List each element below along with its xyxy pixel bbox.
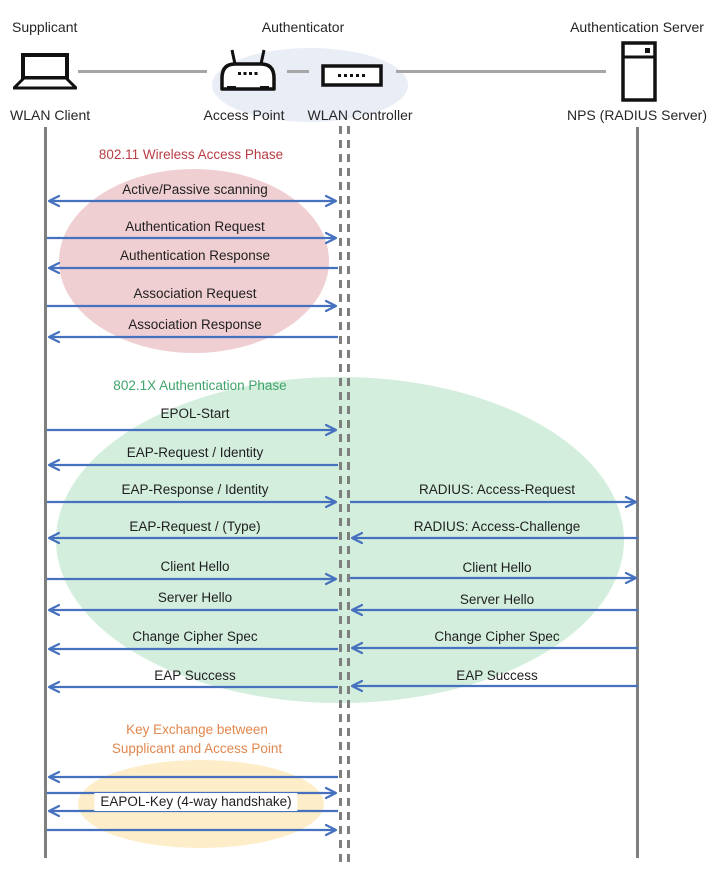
message-label: RADIUS: Access-Request [418, 482, 576, 497]
message-label: EAP-Request / (Type) [129, 519, 261, 534]
message-arrow-left [47, 770, 338, 784]
phase3-title-line1: Key Exchange between [126, 722, 268, 737]
phase1-title: 802.11 Wireless Access Phase [98, 147, 284, 162]
phase3-title-line2: Supplicant and Access Point [111, 740, 283, 756]
message-label: Client Hello [462, 560, 532, 575]
message-label: EAP Success [154, 668, 236, 683]
node-wlan-client-label: WLAN Client [10, 107, 91, 123]
node-access-point-label: Access Point [203, 107, 285, 123]
server-icon [621, 41, 657, 102]
node-nps-radius-server-label: NPS (RADIUS Server) [566, 107, 708, 123]
role-authenticator-label: Authenticator [261, 19, 345, 35]
message-label: Change Cipher Spec [132, 629, 258, 644]
node-wlan-controller-label: WLAN Controller [307, 107, 413, 123]
message-label: Authentication Response [119, 248, 271, 263]
message-label: Client Hello [160, 559, 230, 574]
wlan-controller-icon [321, 64, 383, 87]
message-label: Association Request [133, 286, 257, 301]
message-label: EAPOL-Key (4-way handshake) [94, 793, 297, 811]
wlan-controller-lifeline-left [339, 126, 342, 864]
phase3-title [112, 721, 282, 758]
connector-line-segment [287, 70, 309, 73]
message-arrow-right [47, 823, 338, 837]
phase2-title: 802.1X Authentication Phase [113, 378, 287, 393]
message-label: EAP-Response / Identity [121, 482, 269, 497]
role-supplicant-label: Supplicant [12, 19, 78, 35]
authentication-server-lifeline [636, 127, 639, 858]
message-label: Authentication Request [125, 219, 265, 234]
connector-line-segment [396, 70, 606, 73]
message-label: Server Hello [459, 592, 535, 607]
message-label: Server Hello [157, 590, 233, 605]
laptop-icon [13, 53, 77, 90]
message-label: Active/Passive scanning [122, 182, 268, 197]
message-label: RADIUS: Access-Challenge [413, 519, 581, 534]
message-label: Association Response [128, 317, 262, 332]
message-arrow-right [47, 423, 338, 437]
message-label: EAP Success [456, 668, 538, 683]
access-point-icon [219, 49, 277, 92]
message-label: EPOL-Start [160, 406, 230, 421]
message-label: Change Cipher Spec [434, 629, 560, 644]
role-authentication-server-label: Authentication Server [570, 19, 704, 35]
connector-line-segment [78, 70, 207, 73]
message-label: EAP-Request / Identity [126, 445, 264, 460]
